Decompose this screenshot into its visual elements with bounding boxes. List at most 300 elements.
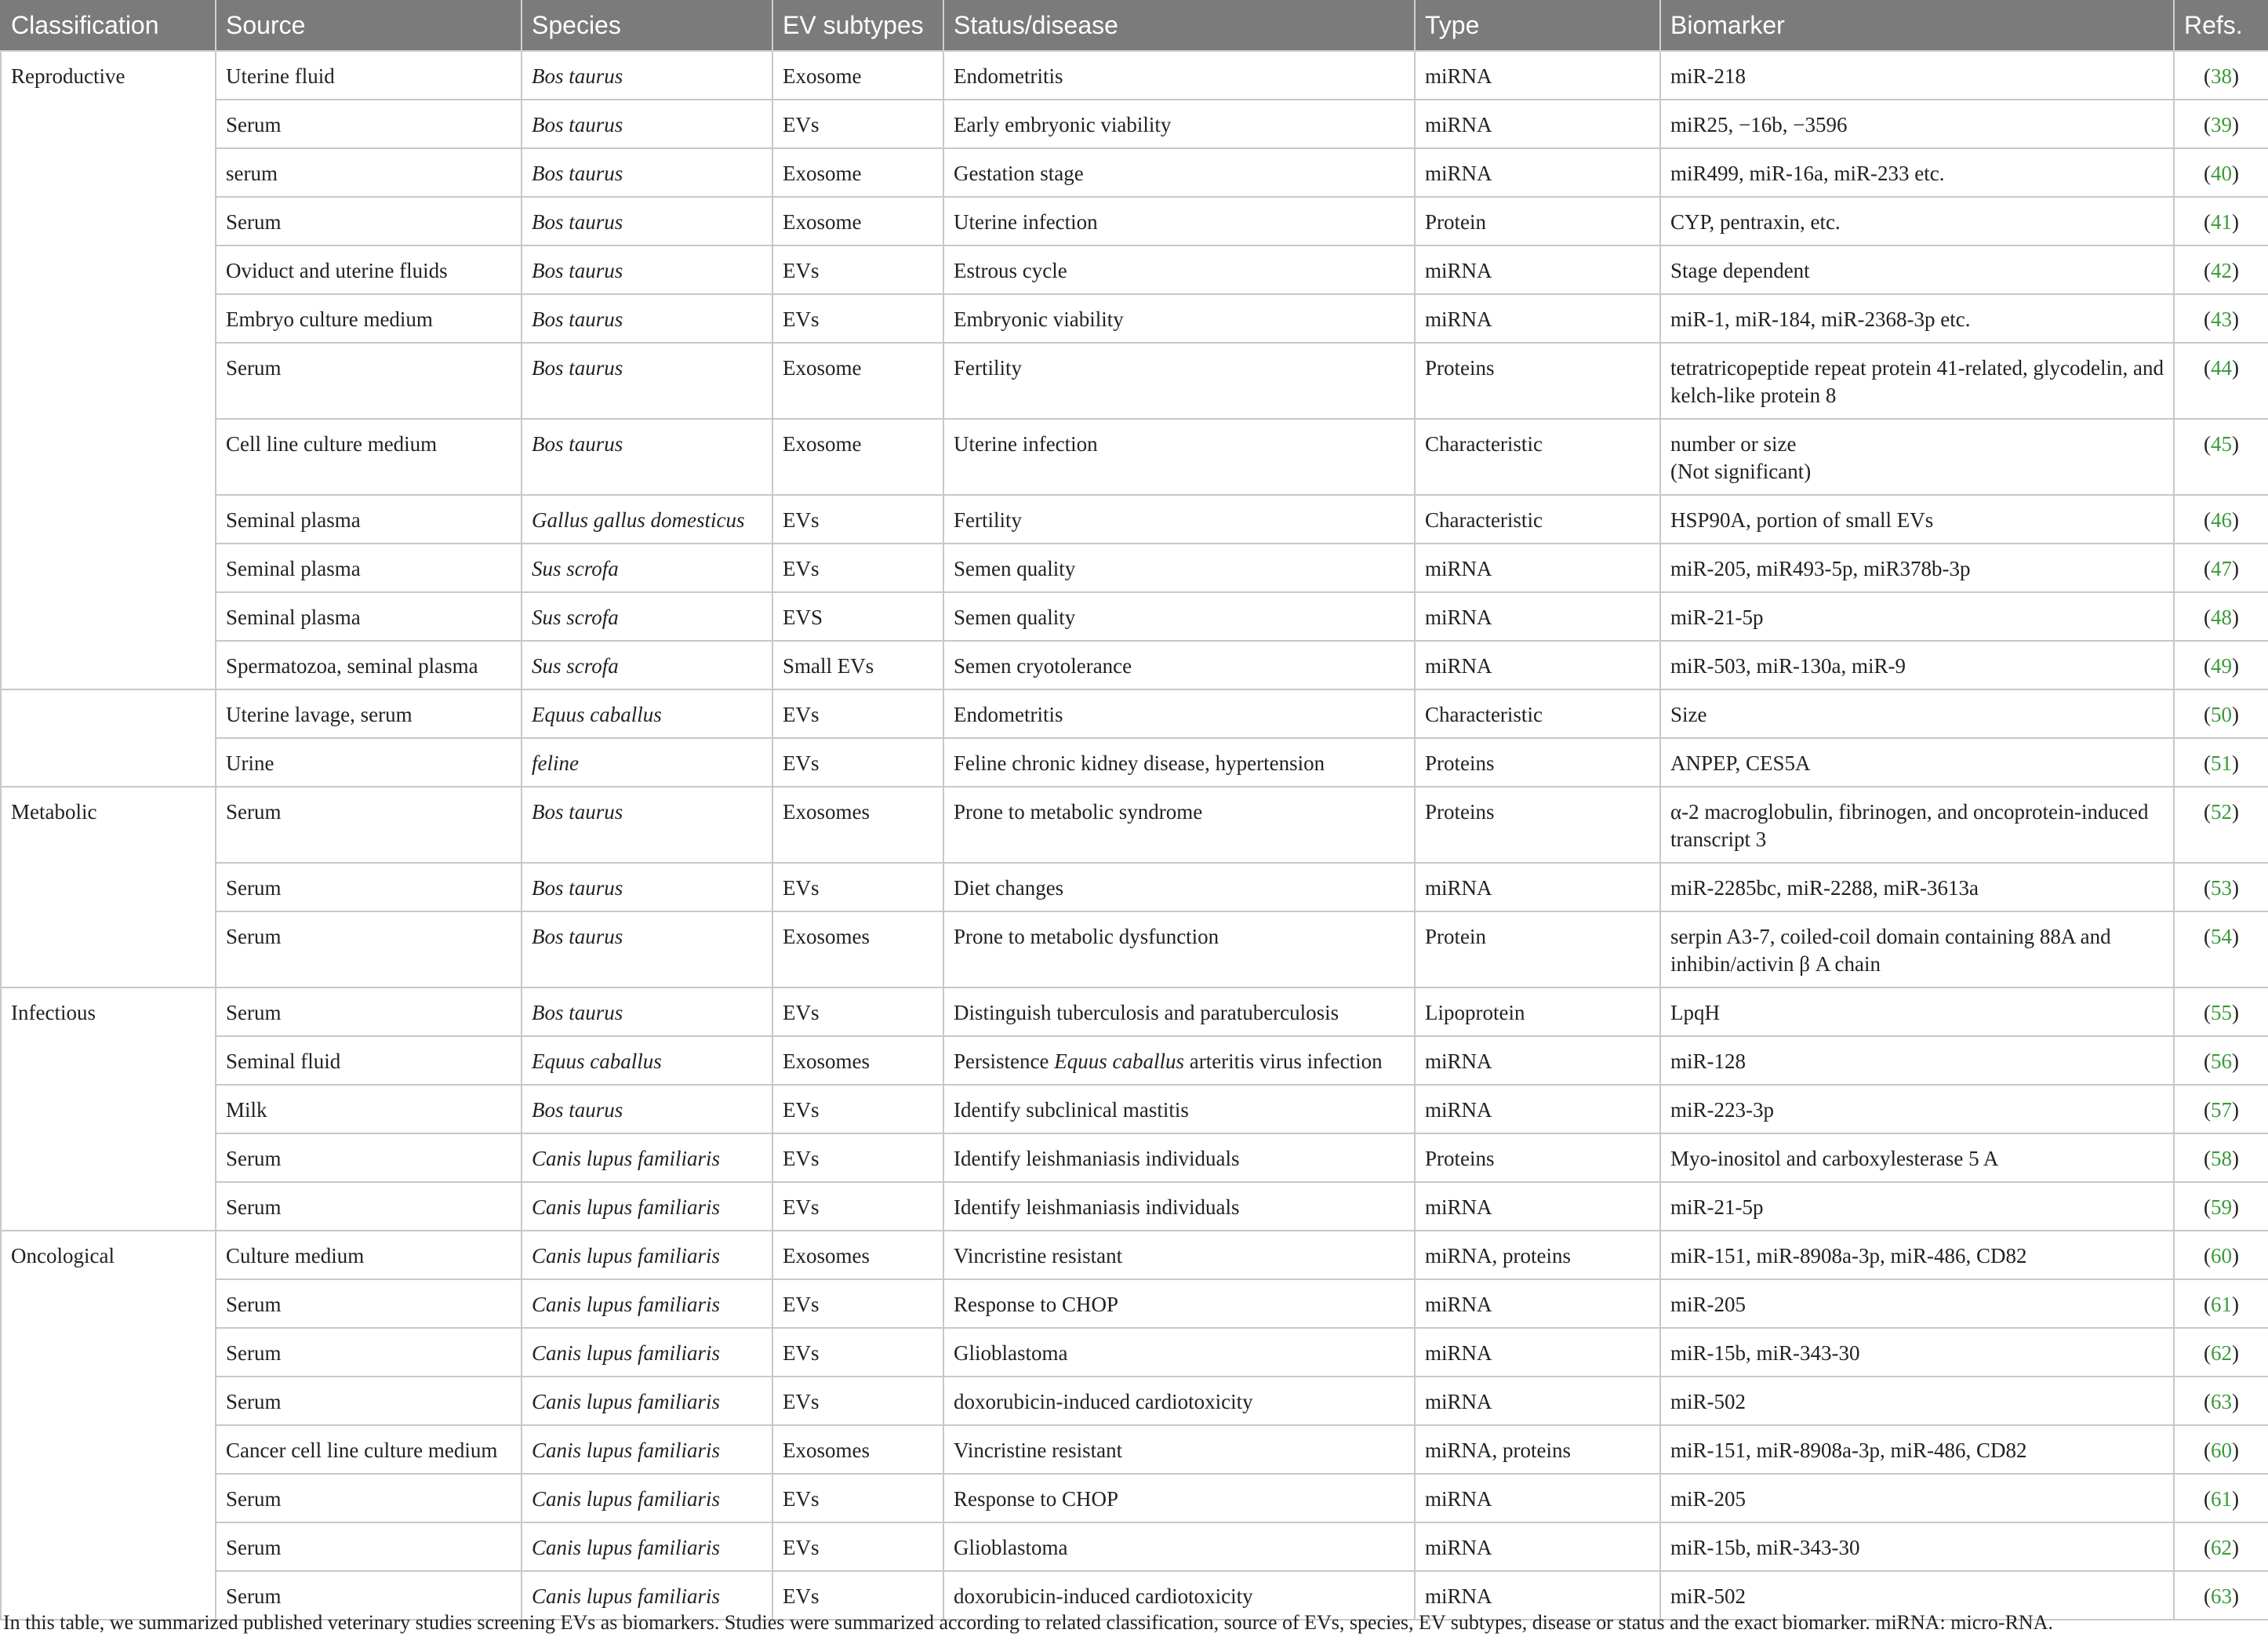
reference-link[interactable]: 61 [2211,1293,2232,1316]
cell-biomarker: α-2 macroglobulin, fibrinogen, and oncoprotein-induced transcript 3 [1660,787,2174,863]
table-row [1,148,2268,197]
cell-ev-subtype: EVs [772,1279,943,1328]
cell-source: Seminal fluid [216,1036,522,1085]
cell-biomarker: Stage dependent [1660,246,2174,294]
cell-ref: (61) [2174,1279,2268,1328]
cell-source: Serum [216,343,522,419]
cell-classification [1,419,216,495]
cell-classification [1,1279,216,1328]
cell-ev-subtype: EVs [772,987,943,1036]
cell-source: Serum [216,1522,522,1571]
reference-link[interactable]: 58 [2211,1147,2232,1170]
table-row [1,1328,2268,1377]
cell-source: Serum [216,100,522,148]
cell-status: Response to CHOP [943,1279,1415,1328]
cell-status: Vincristine resistant [943,1425,1415,1474]
cell-classification: Infectious [1,987,216,1036]
cell-classification: Reproductive [1,51,216,100]
cell-classification [1,641,216,689]
cell-species: Bos taurus [522,343,772,419]
cell-ref: (59) [2174,1182,2268,1231]
cell-ref: (49) [2174,641,2268,689]
cell-ref: (45) [2174,419,2268,495]
cell-status: Semen quality [943,544,1415,592]
cell-ref: (38) [2174,51,2268,100]
cell-type: miRNA [1415,1571,1660,1620]
cell-species: Bos taurus [522,911,772,987]
cell-classification [1,689,216,738]
cell-classification [1,592,216,641]
cell-source: Serum [216,1279,522,1328]
cell-ev-subtype: Exosomes [772,1036,943,1085]
cell-type: Proteins [1415,1133,1660,1182]
cell-source: Seminal plasma [216,544,522,592]
cell-source: Serum [216,863,522,911]
header-ev-subtypes: EV subtypes [772,0,943,51]
cell-status: Response to CHOP [943,1474,1415,1522]
cell-status: Uterine infection [943,419,1415,495]
cell-ref: (54) [2174,911,2268,987]
cell-source: Urine [216,738,522,787]
reference-link[interactable]: 52 [2211,800,2232,824]
cell-source: Oviduct and uterine fluids [216,246,522,294]
cell-type: miRNA [1415,1085,1660,1133]
cell-biomarker: Myo-inositol and carboxylesterase 5 A [1660,1133,2174,1182]
table-row [1,1085,2268,1133]
cell-ev-subtype: EVs [772,495,943,544]
cell-status: Endometritis [943,689,1415,738]
cell-species: Canis lupus familiaris [522,1377,772,1425]
cell-ref: (50) [2174,689,2268,738]
cell-ref: (48) [2174,592,2268,641]
cell-type: miRNA [1415,1279,1660,1328]
cell-status: Glioblastoma [943,1328,1415,1377]
cell-ev-subtype: Exosomes [772,1231,943,1279]
cell-status: Prone to metabolic dysfunction [943,911,1415,987]
cell-type: miRNA [1415,100,1660,148]
cell-source: Culture medium [216,1231,522,1279]
reference-link[interactable]: 57 [2211,1098,2232,1122]
cell-ev-subtype: EVS [772,592,943,641]
reference-link[interactable]: 48 [2211,606,2232,629]
status-species: Equus caballus [1054,1049,1184,1073]
cell-ref: (41) [2174,197,2268,246]
cell-biomarker [1660,419,2174,495]
cell-classification [1,1522,216,1571]
cell-biomarker: LpqH [1660,987,2174,1036]
cell-biomarker: miR-15b, miR-343-30 [1660,1328,2174,1377]
header-classification: Classification [1,0,216,51]
cell-ev-subtype: EVs [772,100,943,148]
cell-species: Sus scrofa [522,641,772,689]
cell-ref: (53) [2174,863,2268,911]
cell-ev-subtype: EVs [772,1377,943,1425]
cell-type: miRNA [1415,1377,1660,1425]
cell-status: doxorubicin-induced cardiotoxicity [943,1377,1415,1425]
cell-status: Feline chronic kidney disease, hypertension [943,738,1415,787]
cell-classification [1,863,216,911]
table-row [1,689,2268,738]
cell-source: Serum [216,1182,522,1231]
cell-biomarker: miR-503, miR-130a, miR-9 [1660,641,2174,689]
cell-species: Bos taurus [522,863,772,911]
cell-status: Prone to metabolic syndrome [943,787,1415,863]
cell-biomarker: miR-1, miR-184, miR-2368-3p etc. [1660,294,2174,343]
header-species: Species [522,0,772,51]
table-row [1,197,2268,246]
reference-link[interactable]: 40 [2211,162,2232,185]
table-row [1,592,2268,641]
table-row [1,738,2268,787]
cell-classification [1,495,216,544]
cell-type: miRNA, proteins [1415,1231,1660,1279]
cell-ev-subtype: Exosomes [772,787,943,863]
reference-link[interactable]: 53 [2211,876,2232,900]
cell-species: Bos taurus [522,419,772,495]
cell-source: Serum [216,1328,522,1377]
cell-ev-subtype: EVs [772,294,943,343]
cell-ev-subtype: EVs [772,1328,943,1377]
table-row [1,343,2268,419]
cell-biomarker: miR-128 [1660,1036,2174,1085]
cell-biomarker: miR-502 [1660,1377,2174,1425]
cell-source: Serum [216,1474,522,1522]
cell-ref: (39) [2174,100,2268,148]
cell-type: Characteristic [1415,419,1660,495]
cell-classification [1,1377,216,1425]
reference-link[interactable]: 47 [2211,557,2232,580]
cell-status: Fertility [943,495,1415,544]
cell-classification [1,1474,216,1522]
table-row [1,1133,2268,1182]
cell-source: Serum [216,1133,522,1182]
cell-status: Identify subclinical mastitis [943,1085,1415,1133]
cell-species: Bos taurus [522,987,772,1036]
cell-source: Seminal plasma [216,592,522,641]
reference-link[interactable]: 49 [2211,654,2232,678]
cell-type: miRNA [1415,246,1660,294]
cell-ev-subtype: EVs [772,1522,943,1571]
cell-ref: (47) [2174,544,2268,592]
cell-type: miRNA [1415,51,1660,100]
cell-species: Bos taurus [522,148,772,197]
table-header [1,0,2268,51]
cell-ev-subtype: EVs [772,738,943,787]
cell-ref: (60) [2174,1425,2268,1474]
table-row [1,987,2268,1036]
reference-link[interactable]: 60 [2211,1438,2232,1462]
cell-ev-subtype: EVs [772,689,943,738]
cell-ref: (60) [2174,1231,2268,1279]
cell-ref: (63) [2174,1377,2268,1425]
cell-classification: Metabolic [1,787,216,863]
cell-biomarker: miR-2285bc, miR-2288, miR-3613a [1660,863,2174,911]
reference-link[interactable]: 54 [2211,925,2232,948]
cell-ref: (55) [2174,987,2268,1036]
cell-biomarker: CYP, pentraxin, etc. [1660,197,2174,246]
cell-species: Bos taurus [522,294,772,343]
reference-link[interactable]: 63 [2211,1390,2232,1413]
cell-classification [1,148,216,197]
cell-biomarker: miR-502 [1660,1571,2174,1620]
cell-ref: (51) [2174,738,2268,787]
table-row [1,51,2268,100]
cell-ref: (57) [2174,1085,2268,1133]
table-row [1,1377,2268,1425]
cell-status: Early embryonic viability [943,100,1415,148]
cell-species: Canis lupus familiaris [522,1279,772,1328]
cell-ev-subtype: Exosome [772,343,943,419]
cell-species: Sus scrofa [522,544,772,592]
cell-species: Bos taurus [522,1085,772,1133]
reference-link[interactable]: 61 [2211,1487,2232,1511]
reference-link[interactable]: 38 [2211,64,2232,88]
cell-classification [1,246,216,294]
cell-classification [1,738,216,787]
cell-biomarker: serpin A3-7, coiled-coil domain containing 88A and inhibin/activin β A chain [1660,911,2174,987]
header-refs: Refs. [2174,0,2268,51]
cell-species: Equus caballus [522,689,772,738]
table-row [1,911,2268,987]
cell-classification [1,1085,216,1133]
table-body [1,51,2268,1620]
cell-status: Fertility [943,343,1415,419]
reference-link[interactable]: 41 [2211,210,2232,234]
table-row [1,419,2268,495]
cell-biomarker: tetratricopeptide repeat protein 41-related, glycodelin, and kelch-like protein 8 [1660,343,2174,419]
cell-source: serum [216,148,522,197]
reference-link[interactable]: 46 [2211,508,2232,532]
cell-ref: (43) [2174,294,2268,343]
table-row [1,294,2268,343]
cell-type: miRNA [1415,592,1660,641]
cell-source: Cancer cell line culture medium [216,1425,522,1474]
cell-ref: (62) [2174,1328,2268,1377]
cell-biomarker: Size [1660,689,2174,738]
cell-type: Proteins [1415,738,1660,787]
cell-status: Uterine infection [943,197,1415,246]
reference-link[interactable]: 42 [2211,259,2232,282]
cell-source: Embryo culture medium [216,294,522,343]
cell-type: Lipoprotein [1415,987,1660,1036]
cell-biomarker: miR-15b, miR-343-30 [1660,1522,2174,1571]
cell-status: Gestation stage [943,148,1415,197]
cell-source: Milk [216,1085,522,1133]
cell-classification [1,911,216,987]
cell-ev-subtype: Exosome [772,419,943,495]
cell-type: Characteristic [1415,689,1660,738]
cell-ev-subtype: EVs [772,1474,943,1522]
reference-link[interactable]: 51 [2211,751,2232,775]
cell-status: Glioblastoma [943,1522,1415,1571]
table-row [1,1522,2268,1571]
cell-biomarker: miR-223-3p [1660,1085,2174,1133]
cell-biomarker: miR-205 [1660,1279,2174,1328]
reference-link[interactable]: 59 [2211,1195,2232,1219]
cell-biomarker: miR499, miR-16a, miR-233 etc. [1660,148,2174,197]
cell-ref: (58) [2174,1133,2268,1182]
cell-classification [1,197,216,246]
cell-classification [1,100,216,148]
cell-biomarker: ANPEP, CES5A [1660,738,2174,787]
cell-species: Bos taurus [522,51,772,100]
cell-classification [1,1182,216,1231]
cell-ref: (61) [2174,1474,2268,1522]
cell-ev-subtype: Exosomes [772,1425,943,1474]
table-row [1,100,2268,148]
reference-link[interactable]: 56 [2211,1049,2232,1073]
cell-classification [1,1425,216,1474]
cell-species: Canis lupus familiaris [522,1182,772,1231]
reference-link[interactable]: 62 [2211,1341,2232,1365]
cell-status: Diet changes [943,863,1415,911]
biomarker-line: (Not significant) [1670,460,1812,483]
cell-biomarker: miR-151, miR-8908a-3p, miR-486, CD82 [1660,1231,2174,1279]
cell-status: doxorubicin-induced cardiotoxicity [943,1571,1415,1620]
table-row [1,1425,2268,1474]
cell-species: Equus caballus [522,1036,772,1085]
cell-status: Distinguish tuberculosis and paratuberculosis [943,987,1415,1036]
reference-link[interactable]: 63 [2211,1584,2232,1608]
table-row [1,1474,2268,1522]
cell-ref: (52) [2174,787,2268,863]
status-text: Persistence [954,1049,1049,1073]
cell-type: miRNA [1415,294,1660,343]
cell-ev-subtype: Small EVs [772,641,943,689]
cell-species: Canis lupus familiaris [522,1231,772,1279]
table-row [1,246,2268,294]
cell-species: feline [522,738,772,787]
cell-species: Canis lupus familiaris [522,1474,772,1522]
cell-source: Cell line culture medium [216,419,522,495]
reference-link[interactable]: 55 [2211,1001,2232,1024]
reference-link[interactable]: 39 [2211,113,2232,136]
cell-biomarker: miR-218 [1660,51,2174,100]
cell-status: Semen cryotolerance [943,641,1415,689]
cell-ref: (62) [2174,1522,2268,1571]
header-type: Type [1415,0,1660,51]
cell-source: Serum [216,987,522,1036]
cell-type: Protein [1415,197,1660,246]
cell-source: Uterine fluid [216,51,522,100]
cell-type: miRNA [1415,1036,1660,1085]
cell-classification [1,544,216,592]
cell-source: Serum [216,911,522,987]
cell-type: Proteins [1415,787,1660,863]
cell-classification [1,343,216,419]
cell-type: miRNA [1415,1182,1660,1231]
cell-source: Serum [216,787,522,863]
cell-species: Canis lupus familiaris [522,1133,772,1182]
cell-biomarker: miR-205 [1660,1474,2174,1522]
cell-type: Characteristic [1415,495,1660,544]
reference-link[interactable]: 60 [2211,1244,2232,1268]
cell-species: Bos taurus [522,100,772,148]
cell-type: miRNA [1415,641,1660,689]
header-status-disease: Status/disease [943,0,1415,51]
table-row [1,641,2268,689]
cell-ev-subtype: EVs [772,544,943,592]
cell-source: Serum [216,1377,522,1425]
cell-status [943,1036,1415,1085]
cell-status: Identify leishmaniasis individuals [943,1133,1415,1182]
cell-ev-subtype: Exosome [772,197,943,246]
cell-status: Vincristine resistant [943,1231,1415,1279]
cell-ev-subtype: Exosome [772,51,943,100]
cell-status: Estrous cycle [943,246,1415,294]
table-row [1,544,2268,592]
cell-ev-subtype: EVs [772,1085,943,1133]
table-row [1,863,2268,911]
cell-type: miRNA [1415,148,1660,197]
cell-ref: (56) [2174,1036,2268,1085]
reference-link[interactable]: 62 [2211,1536,2232,1559]
reference-link[interactable]: 50 [2211,703,2232,726]
cell-status: Semen quality [943,592,1415,641]
cell-status: Identify leishmaniasis individuals [943,1182,1415,1231]
cell-species: Bos taurus [522,787,772,863]
cell-type: Proteins [1415,343,1660,419]
header-biomarker: Biomarker [1660,0,2174,51]
cell-ev-subtype: EVs [772,1571,943,1620]
cell-ref: (40) [2174,148,2268,197]
reference-link[interactable]: 45 [2211,432,2232,456]
status-text-tail: arteritis virus infection [1189,1049,1383,1073]
cell-biomarker: miR-21-5p [1660,1182,2174,1231]
cell-species: Canis lupus familiaris [522,1328,772,1377]
cell-species: Canis lupus familiaris [522,1571,772,1620]
cell-species: Canis lupus familiaris [522,1522,772,1571]
table-row [1,787,2268,863]
cell-source: Serum [216,197,522,246]
cell-ev-subtype: EVs [772,1133,943,1182]
reference-link[interactable]: 44 [2211,356,2232,380]
cell-biomarker: miR-205, miR493-5p, miR378b-3p [1660,544,2174,592]
cell-ref: (46) [2174,495,2268,544]
cell-type: miRNA [1415,544,1660,592]
cell-source: Uterine lavage, serum [216,689,522,738]
cell-ev-subtype: Exosome [772,148,943,197]
cell-source: Serum [216,1571,522,1620]
cell-classification [1,1328,216,1377]
cell-species: Gallus gallus domesticus [522,495,772,544]
cell-biomarker: miR25, −16b, −3596 [1660,100,2174,148]
cell-classification [1,1036,216,1085]
cell-classification: Oncological [1,1231,216,1279]
table-row [1,1279,2268,1328]
table-row [1,1231,2268,1279]
cell-source: Spermatozoa, seminal plasma [216,641,522,689]
cell-species: Bos taurus [522,197,772,246]
cell-species: Sus scrofa [522,592,772,641]
cell-source: Seminal plasma [216,495,522,544]
cell-ref: (44) [2174,343,2268,419]
reference-link[interactable]: 43 [2211,307,2232,331]
cell-type: miRNA [1415,1522,1660,1571]
table-row [1,1182,2268,1231]
cell-ev-subtype: EVs [772,1182,943,1231]
cell-ev-subtype: EVs [772,863,943,911]
cell-type: Protein [1415,911,1660,987]
cell-ev-subtype: EVs [772,246,943,294]
cell-ref: (42) [2174,246,2268,294]
cell-species: Canis lupus familiaris [522,1425,772,1474]
table-row [1,1036,2268,1085]
table-row [1,495,2268,544]
header-row [1,0,2268,51]
cell-type: miRNA, proteins [1415,1425,1660,1474]
cell-status: Endometritis [943,51,1415,100]
